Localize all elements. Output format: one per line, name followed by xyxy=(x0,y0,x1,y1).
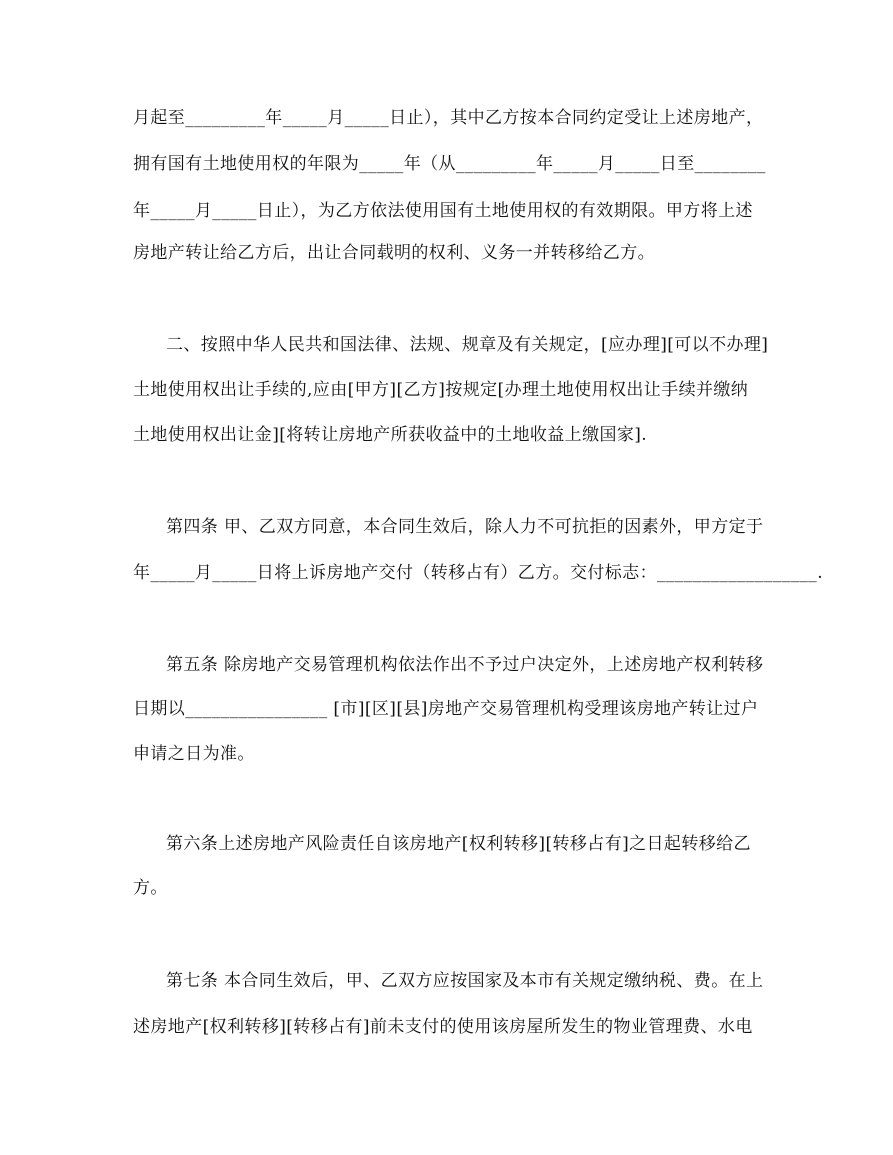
text-line-10: 第五条 除房地产交易管理机构依法作出不予过户决定外，上述房地产权利转移 xyxy=(166,655,764,675)
text-line-5: 二、按照中华人民共和国法律、法规、规章及有关规定，[应办理][可以不办理] xyxy=(166,335,769,355)
text-line-7: 土地使用权出让金][将转让房地产所获收益中的土地收益上缴国家]. xyxy=(133,425,648,445)
text-line-13: 第六条上述房地产风险责任自该房地产[权利转移][转移占有]之日起转移给乙 xyxy=(166,834,751,854)
text-line-4: 房地产转让给乙方后，出让合同载明的权利、义务一并转移给乙方。 xyxy=(133,243,655,263)
text-line-16: 述房地产[权利转移][转移占有]前未支付的使用该房屋所发生的物业管理费、水电 xyxy=(133,1017,753,1037)
text-line-6: 土地使用权出让手续的,应由[甲方][乙方]按规定[办理土地使用权出让手续并缴纳 xyxy=(133,380,749,400)
text-line-1: 月起至_________年_____月_____日止），其中乙方按本合同约定受让上述房地产， xyxy=(133,108,764,128)
text-line-3: 年_____月_____日止），为乙方依法使用国有土地使用权的有效期限。甲方将上述 xyxy=(133,201,753,221)
text-line-9: 年_____月_____日将上诉房地产交付（转移占有）乙方。交付标志：__________________. xyxy=(133,563,824,583)
text-line-2: 拥有国有土地使用权的年限为_____年（从_________年_____月_____日至________ xyxy=(133,154,766,174)
text-line-11: 日期以________________ [市][区][县]房地产交易管理机构受理该房地产转让过户 xyxy=(133,699,759,719)
text-line-8: 第四条 甲、乙双方同意，本合同生效后，除人力不可抗拒的因素外，甲方定于 xyxy=(166,517,764,537)
text-line-12: 申请之日为准。 xyxy=(133,744,255,764)
text-line-14: 方。 xyxy=(133,878,168,898)
text-line-15: 第七条 本合同生效后，甲、乙双方应按国家及本市有关规定缴纳税、费。在上 xyxy=(166,971,764,991)
